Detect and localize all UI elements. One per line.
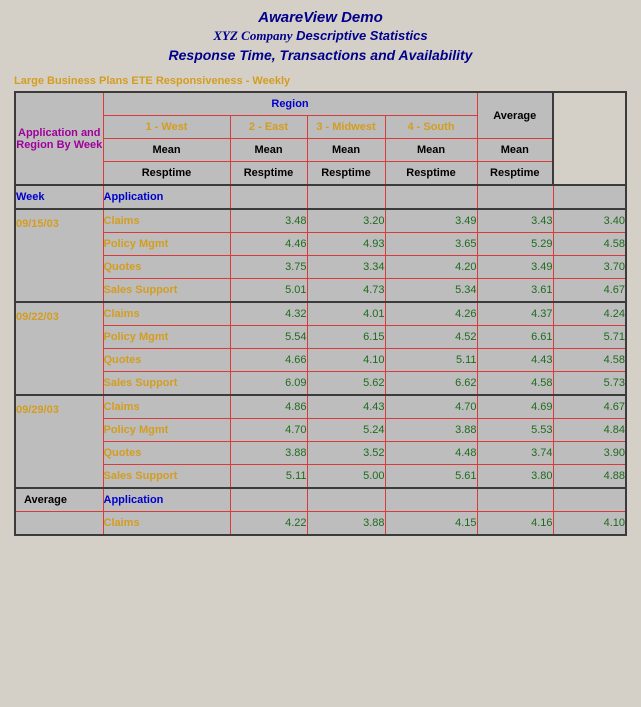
spacer-cell [307,488,385,512]
application-cell: Policy Mgmt [103,326,230,349]
value-cell: 3.48 [230,209,307,233]
value-cell: 5.34 [385,279,477,303]
region-header: 4 - South [385,116,477,139]
spacer-cell [230,185,307,209]
value-cell: 5.00 [307,465,385,489]
stat-header: Mean [103,139,230,162]
value-cell: 4.46 [230,233,307,256]
table-row [15,465,626,489]
value-cell: 4.93 [307,233,385,256]
value-cell: 5.53 [477,419,553,442]
report-header [0,0,641,65]
value-cell: 6.62 [385,372,477,396]
value-cell: 4.01 [307,302,385,326]
value-cell: 3.74 [477,442,553,465]
metric-header: Resptime [385,162,477,186]
stat-header: Mean [477,139,553,162]
value-cell: 6.61 [477,326,553,349]
week-cell: 09/29/03 [15,395,103,488]
value-cell: 6.09 [230,372,307,396]
value-cell: 3.88 [307,512,385,536]
region-header: 3 - Midwest [307,116,385,139]
value-cell: 3.65 [385,233,477,256]
value-cell: 4.43 [307,395,385,419]
company-name: XYZ Company [213,28,293,43]
value-cell: 5.24 [307,419,385,442]
value-cell: 6.15 [307,326,385,349]
table-row [15,395,626,419]
value-cell: 5.29 [477,233,553,256]
table-row [15,442,626,465]
spacer-cell [385,185,477,209]
table-row [15,302,626,326]
value-cell: 4.37 [477,302,553,326]
value-cell: 4.48 [385,442,477,465]
value-cell: 3.88 [230,442,307,465]
value-cell-average: 3.90 [553,442,626,465]
value-cell: 3.52 [307,442,385,465]
column-header-application: Application [103,185,230,209]
table-header-row-group [15,92,626,116]
application-cell: Policy Mgmt [103,419,230,442]
value-cell-average: 3.70 [553,256,626,279]
spacer-cell [553,185,626,209]
value-cell: 5.61 [385,465,477,489]
corner-label: Application and Region By Week [15,92,103,185]
value-cell: 4.70 [385,395,477,419]
value-cell-average: 4.67 [553,279,626,303]
table-row [15,279,626,303]
table-row [15,512,626,536]
metric-header: Resptime [103,162,230,186]
spacer-cell [477,185,553,209]
value-cell-average: 5.71 [553,326,626,349]
page-title: AwareView Demo [258,9,383,26]
metric-header: Resptime [230,162,307,186]
stat-header: Mean [230,139,307,162]
value-cell: 4.86 [230,395,307,419]
table-header-row-metric [15,162,626,186]
stats-label: Descriptive Statistics [296,28,428,43]
value-cell: 4.22 [230,512,307,536]
value-cell: 4.26 [385,302,477,326]
value-cell: 3.75 [230,256,307,279]
statistics-table [14,91,627,536]
value-cell-average: 4.24 [553,302,626,326]
table-header-row-stat [15,139,626,162]
column-header-application: Application [103,488,230,512]
value-cell-average: 4.88 [553,465,626,489]
value-cell: 4.52 [385,326,477,349]
table-row [15,419,626,442]
value-cell: 4.69 [477,395,553,419]
region-header: 1 - West [103,116,230,139]
value-cell: 4.15 [385,512,477,536]
value-cell-average: 3.40 [553,209,626,233]
table-row [15,349,626,372]
value-cell: 5.11 [230,465,307,489]
application-cell: Sales Support [103,279,230,303]
value-cell: 3.34 [307,256,385,279]
value-cell: 4.73 [307,279,385,303]
value-cell: 5.62 [307,372,385,396]
spacer-cell [230,488,307,512]
value-cell: 4.20 [385,256,477,279]
application-cell: Sales Support [103,372,230,396]
application-cell: Quotes [103,442,230,465]
application-cell: Claims [103,512,230,536]
stat-header: Mean [307,139,385,162]
spacer-cell [307,185,385,209]
application-cell: Sales Support [103,465,230,489]
value-cell: 4.16 [477,512,553,536]
stat-header: Mean [385,139,477,162]
metric-header: Resptime [307,162,385,186]
value-cell-average: 4.58 [553,349,626,372]
table-row [15,256,626,279]
page-subtitle-metrics: Response Time, Transactions and Availability [168,47,473,63]
table-row [15,488,626,512]
week-cell: 09/15/03 [15,209,103,302]
value-cell: 3.88 [385,419,477,442]
application-cell: Claims [103,395,230,419]
application-cell: Claims [103,302,230,326]
value-cell-average: 5.73 [553,372,626,396]
value-cell: 3.20 [307,209,385,233]
table-row [15,209,626,233]
column-header-week: Week [15,185,103,209]
table-row [15,372,626,396]
value-cell: 4.10 [307,349,385,372]
value-cell: 4.58 [477,372,553,396]
value-cell: 3.49 [477,256,553,279]
value-cell: 3.49 [385,209,477,233]
region-group-header: Region [103,92,477,116]
value-cell: 4.32 [230,302,307,326]
week-cell [15,512,103,536]
spacer-cell [477,488,553,512]
value-cell: 4.66 [230,349,307,372]
value-cell: 5.11 [385,349,477,372]
page-subtitle-company [0,27,641,45]
spacer-cell [553,488,626,512]
value-cell: 5.01 [230,279,307,303]
week-cell: 09/22/03 [15,302,103,395]
report-section-label: Large Business Plans ETE Responsiveness - Weekly [14,75,291,87]
table-row [15,233,626,256]
application-cell: Quotes [103,349,230,372]
value-cell-average: 4.58 [553,233,626,256]
application-cell: Policy Mgmt [103,233,230,256]
table-row [15,326,626,349]
value-cell: 3.61 [477,279,553,303]
value-cell: 5.54 [230,326,307,349]
region-header: 2 - East [230,116,307,139]
value-cell: 3.43 [477,209,553,233]
value-cell: 4.43 [477,349,553,372]
application-cell: Quotes [103,256,230,279]
week-cell: Average [15,488,103,512]
spacer-cell [385,488,477,512]
average-group-header: Average [477,92,553,139]
metric-header: Resptime [477,162,553,186]
value-cell-average: 4.84 [553,419,626,442]
value-cell: 4.70 [230,419,307,442]
value-cell-average: 4.10 [553,512,626,536]
value-cell-average: 4.67 [553,395,626,419]
table-column-header-row [15,185,626,209]
application-cell: Claims [103,209,230,233]
value-cell: 3.80 [477,465,553,489]
